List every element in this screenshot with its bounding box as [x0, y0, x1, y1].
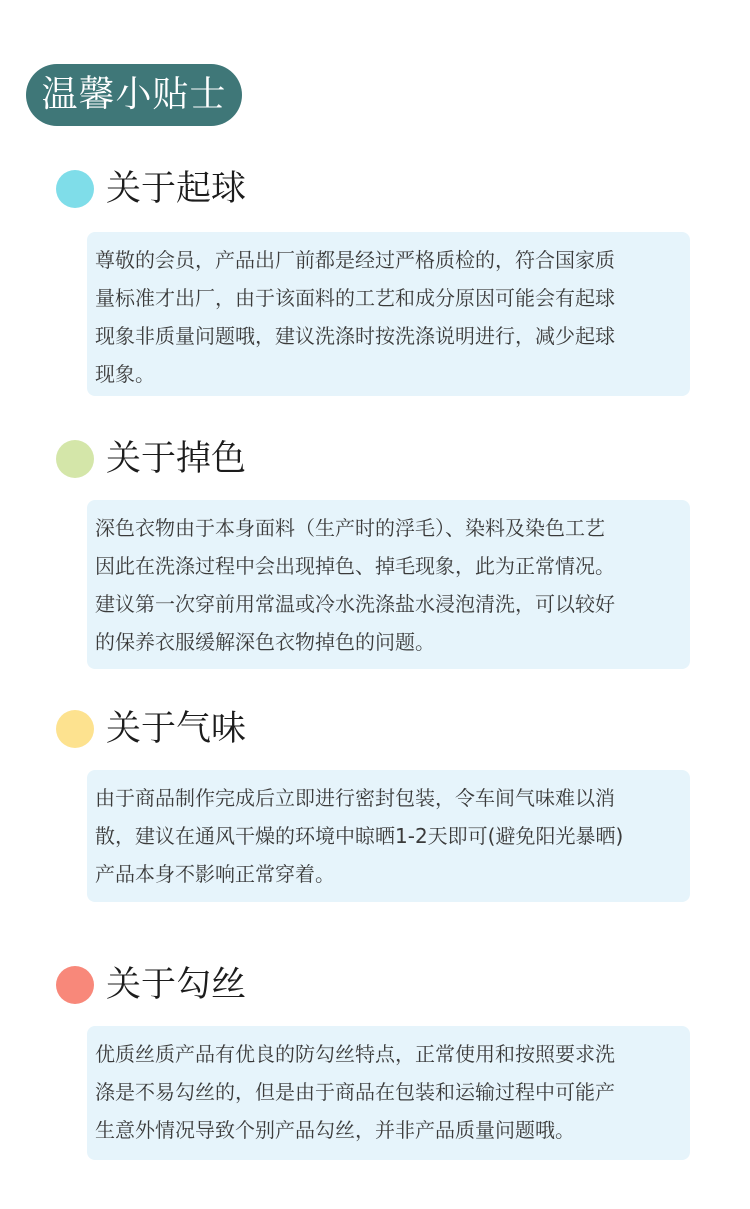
pilling-dot-icon — [56, 170, 94, 208]
section-body: 深色衣物由于本身面料（生产时的浮毛）、染料及染色工艺 因此在洗涤过程中会出现掉色、掉毛现象，此为正常情况。 建议第一次穿前用常温或冷水洗涤盐水浸泡清洗，可以较好 的保养衣服缓解深色衣物掉色的问题。 — [95, 516, 615, 654]
section-card-snagging — [87, 1026, 690, 1160]
fading-dot-icon — [56, 440, 94, 478]
section-card-fading — [87, 500, 690, 669]
section-card-odor — [87, 770, 690, 902]
section-heading-snagging — [56, 960, 246, 1010]
section-title: 关于气味 — [106, 709, 247, 749]
section-title: 关于掉色 — [106, 439, 247, 479]
snagging-dot-icon — [56, 966, 94, 1004]
section-title: 关于勾丝 — [106, 965, 247, 1005]
section-title: 关于起球 — [106, 169, 247, 209]
section-body: 优质丝质产品有优良的防勾丝特点，正常使用和按照要求洗 涤是不易勾丝的，但是由于商品在包装和运输过程中可能产 生意外情况导致个别产品勾丝，并非产品质量问题哦。 — [95, 1042, 615, 1142]
section-body: 尊敬的会员，产品出厂前都是经过严格质检的，符合国家质 量标准才出厂，由于该面料的工艺和成分原因可能会有起球 现象非质量问题哦，建议洗涤时按洗涤说明进行，减少起球 现象。 — [95, 248, 615, 386]
section-card-pilling — [87, 232, 690, 396]
tips-title-badge: 温馨小贴士 — [26, 64, 242, 126]
section-heading-fading — [56, 434, 246, 484]
section-heading-pilling — [56, 164, 246, 214]
section-heading-odor — [56, 704, 246, 754]
odor-dot-icon — [56, 710, 94, 748]
section-body: 由于商品制作完成后立即进行密封包装，令车间气味难以消 散，建议在通风干燥的环境中晾晒1-2天即可(避免阳光暴晒) 产品本身不影响正常穿着。 — [95, 786, 624, 886]
